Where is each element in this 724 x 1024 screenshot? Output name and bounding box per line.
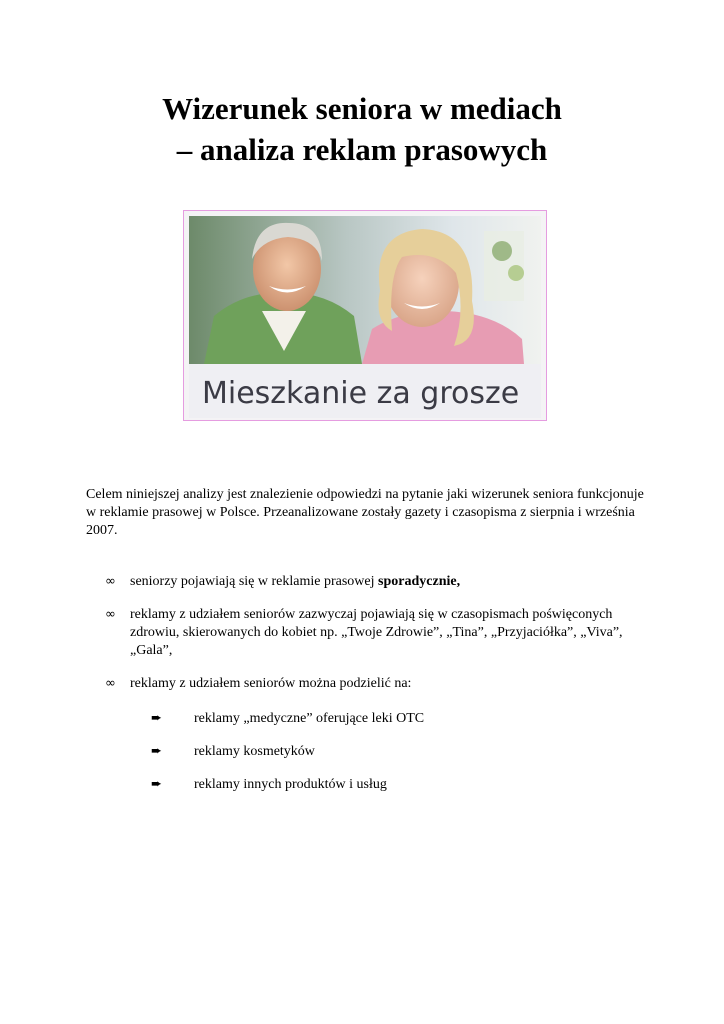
- list-item: [86, 606, 646, 660]
- ad-categories-list: [151, 710, 621, 809]
- subitem-text: reklamy kosmetyków: [194, 744, 315, 759]
- list-item: [151, 776, 621, 794]
- arrow-bullet-icon: ➨: [151, 711, 162, 726]
- list-item: [151, 743, 621, 761]
- senior-couple-illustration: [184, 211, 546, 420]
- advertisement-photo: [183, 210, 547, 421]
- photo-caption: Mieszkanie za grosze: [202, 376, 520, 411]
- infinity-bullet-icon: ∞: [105, 574, 116, 589]
- title-line-1: Wizerunek seniora w mediach: [162, 91, 562, 126]
- bullet-emphasis: sporadycznie,: [378, 574, 461, 589]
- intro-paragraph: Celem niniejszej analizy jest znalezienie odpowiedzi na pytanie jaki wizerunek seniora funkcjonuje w reklamie prasowej w Polsce. Przeanalizowane zostały gazety i czasopisma z sierpnia i września 2007.: [86, 487, 644, 538]
- bullet-text: reklamy z udziałem seniorów zazwyczaj pojawiają się w czasopismach poświęconych zdrowiu, skierowanych do kobiet np. „Twoje Zdrowie”, „Tina”, „Przyjaciółka”, „Viva”, „Gala”,: [130, 607, 623, 658]
- document-title: [0, 88, 724, 170]
- subitem-text: reklamy innych produktów i usług: [194, 777, 387, 792]
- subitem-text: reklamy „medyczne” oferujące leki OTC: [194, 711, 425, 726]
- arrow-bullet-icon: ➨: [151, 744, 162, 759]
- bullet-text: seniorzy pojawiają się w reklamie prasowej: [130, 574, 379, 589]
- infinity-bullet-icon: ∞: [105, 607, 116, 622]
- title-line-2: – analiza reklam prasowych: [176, 132, 548, 167]
- arrow-bullet-icon: ➨: [151, 777, 162, 792]
- list-item: [151, 710, 621, 728]
- list-item: [86, 573, 646, 591]
- findings-list: [86, 573, 646, 708]
- list-item: [86, 675, 646, 693]
- infinity-bullet-icon: ∞: [105, 676, 116, 691]
- bullet-text: reklamy z udziałem seniorów można podzielić na:: [130, 676, 412, 691]
